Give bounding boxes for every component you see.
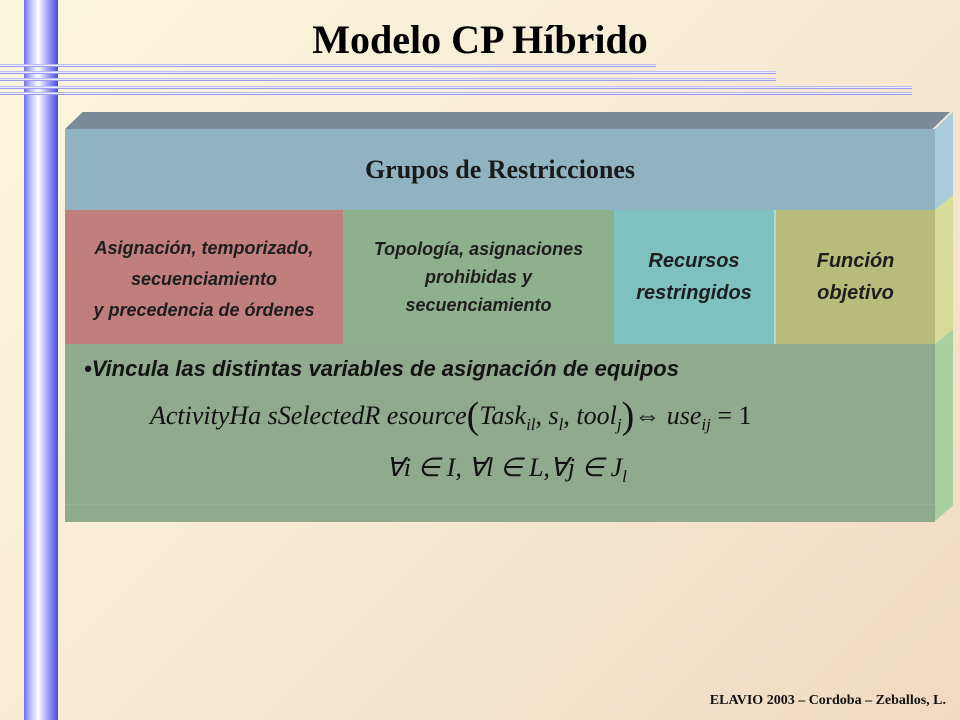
horizontal-decor-line	[0, 86, 912, 89]
group-label: Función objetivo	[816, 250, 895, 304]
group-cell-topology	[343, 210, 614, 344]
description-panel-side-bevel	[935, 329, 953, 521]
formula-s-sub: l	[558, 415, 564, 435]
group-cell-resources	[614, 210, 776, 344]
formula-tool-sub: j	[616, 415, 622, 435]
slide-title: Modelo CP Híbrido	[312, 17, 648, 62]
vertical-decor-bar	[24, 0, 58, 720]
quantifier-sub: l	[622, 467, 627, 487]
horizontal-decor-line	[0, 71, 776, 74]
formula-use-sub: ij	[701, 415, 711, 435]
formula-predicate: ActivityHa sSelectedR esource	[150, 401, 467, 430]
group-label: Topología, asignaciones prohibidas y secuenciamiento	[373, 239, 584, 315]
group-cell-assignment	[65, 210, 343, 344]
horizontal-decor-line	[0, 78, 776, 81]
formula-open-paren: (	[466, 395, 480, 437]
group-cell-objective	[776, 210, 935, 344]
formula-tool: tool	[576, 401, 617, 430]
group-label: Asignación, temporizado, secuenciamiento y precedencia de órdenes	[93, 237, 315, 320]
bullet-text: •Vincula las distintas variables de asignación de equipos	[84, 356, 679, 381]
header-side-bevel	[935, 112, 953, 210]
header-top-bevel	[65, 112, 950, 129]
formula-task-sub: il	[526, 415, 536, 435]
quantifier-formula	[386, 453, 627, 487]
formula-task: Task	[479, 401, 527, 430]
description-panel-base	[65, 504, 935, 522]
group-label: Recursos restringidos	[636, 250, 752, 304]
horizontal-decor-line	[0, 64, 656, 67]
quantifier-text: ∀i ∈ I, ∀l ∈ L,∀j ∈ J	[386, 453, 623, 482]
constraints-header: Grupos de Restricciones	[65, 129, 935, 210]
formula-comma: ,	[535, 401, 549, 430]
horizontal-decor-line	[0, 92, 912, 95]
formula-rhs: = 1	[717, 401, 752, 430]
formula-s: s	[548, 401, 559, 430]
constraint-formula	[150, 394, 752, 438]
formula-iff-symbol: ⇔	[634, 401, 661, 430]
formula-use: use	[666, 401, 702, 430]
formula-comma: ,	[563, 401, 577, 430]
footer-credit: ELAVIO 2003 – Cordoba – Zeballos, L.	[709, 693, 946, 708]
cells-side-bevel	[935, 195, 953, 344]
formula-close-paren: )	[621, 395, 635, 437]
